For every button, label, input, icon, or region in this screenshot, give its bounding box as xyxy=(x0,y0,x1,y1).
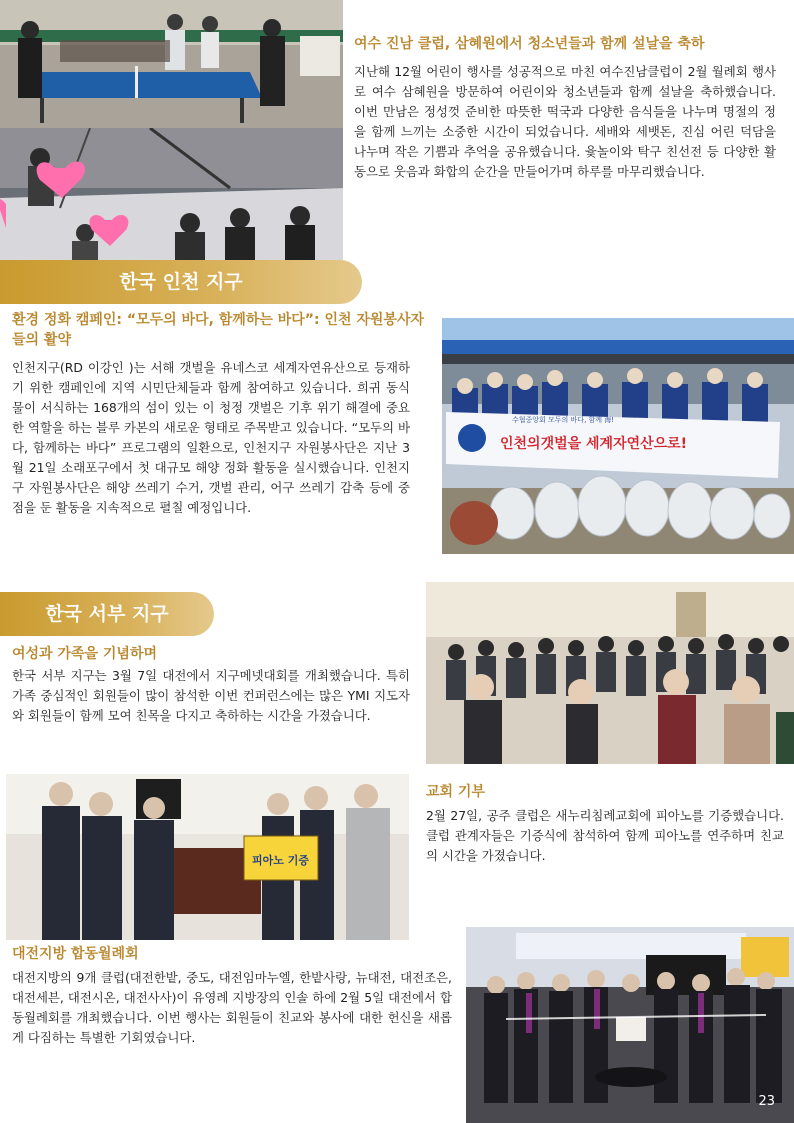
daejeon-body: 대전지방의 9개 클럽(대전한밭, 중도, 대전임마누엘, 한밭사랑, 뉴대전, 대전조은, 대전세븐, 대전시온, 대전사사)이 유영례 지방장의 인솔 하에 2월 5일 대전에서 합동월례회를 개최했습니다. 이번 행사는 회원들이 친교와 봉사에 대한 헌신을 새롭게 다짐하는 특별한 기회였습니다. xyxy=(12,970,452,1045)
incheon-heading: 환경 정화 캠페인: “모두의 바다, 함께하는 바다”: 인천 자원봉사자들의 활약 xyxy=(12,312,425,348)
yeosu-body: 지난해 12월 어린이 행사를 성공적으로 마친 여수진남클럽이 2월 월례회 행사로 여수 삼혜원을 방문하여 어린이와 청소년들과 함께 설날을 축하했습니다. 이번 만남은 정성껏 준비한 따뜻한 떡국과 다양한 음식들을 나누며 명절의 정을 함께 느끼는 소중한 시간이 되었습니다. 세배와 세뱃돈, 진심 어린 덕담을 나누며 작은 기쁨과 추억을 공유했습니다. 윷놀이와 탁구 친선전 등 다양한 활동으로 웃음과 화합의 순간을 만들어가며 하루를 마무리했습니다. xyxy=(354,64,776,179)
yeosu-heading: 여수 진남 클럽, 삼혜원에서 청소년들과 함께 설날을 축하 xyxy=(354,36,705,52)
west-heading: 여성과 가족을 기념하며 xyxy=(12,646,157,662)
boat-photo xyxy=(0,128,343,260)
church-body: 2월 27일, 공주 클럽은 새누리침례교회에 피아노를 기증했습니다. 클럽 관계자들은 기증식에 참석하여 함께 피아노를 연주하며 친교의 시간을 가졌습니다. xyxy=(426,808,784,863)
west-body: 한국 서부 지구는 3월 7일 대전에서 지구메넷대회를 개최했습니다. 특히 가족 중심적인 회원들이 많이 참석한 이번 컨퍼런스에는 많은 YMI 지도자와 회원들이 함께 모여 친목을 다지고 축하하는 시간을 가졌습니다. xyxy=(12,668,410,723)
incheon-body: 인천지구(RD 이강인 )는 서해 갯벌을 유네스코 세계자연유산으로 등재하기 위한 캠페인에 지역 시민단체들과 함께 참여하고 있습니다. 희귀 동식물이 서식하는 168개의 섬이 있는 이 청정 갯벌은 기후 위기 해결에 중요한 역할을 하는 블루 카본의 새로운 형태로 주목받고 있습니다. “모두의 바다, 함께하는 바다” 프로그램의 일환으로, 인천지구 자원봉사단은 지난 3월 21일 소래포구에서 첫 대규모 해양 정화 활동을 실시했습니다. 인천지구 자원봉사단은 해양 쓰레기 수거, 갯벌 관리, 어구 쓰레기 감축 등에 중점을 둔 활동을 지속적으로 펼칠 예정입니다. xyxy=(12,360,410,515)
west-district-banner: 한국 서부 지구 xyxy=(0,592,214,636)
incheon-volunteers-photo xyxy=(442,318,794,554)
daejeon-heading: 대전지방 합동월례회 xyxy=(12,946,139,962)
incheon-banner-small-text: 수협중앙회 모두의 바다, 함께 海! xyxy=(512,416,615,424)
incheon-district-banner: 한국 인천 지구 xyxy=(0,260,362,304)
piano-sign-text: 피아노 기증 xyxy=(252,854,309,867)
piano-donation-photo xyxy=(6,774,409,940)
conference-audience-photo xyxy=(426,582,794,764)
church-heading: 교회 기부 xyxy=(426,784,485,800)
table-tennis-photo xyxy=(0,0,343,128)
incheon-banner-main-text: 인천의갯벌을 세계자연산으로! xyxy=(500,436,688,452)
daejeon-cake-cutting-photo xyxy=(466,927,794,1123)
page-number: 23 xyxy=(758,1094,775,1109)
